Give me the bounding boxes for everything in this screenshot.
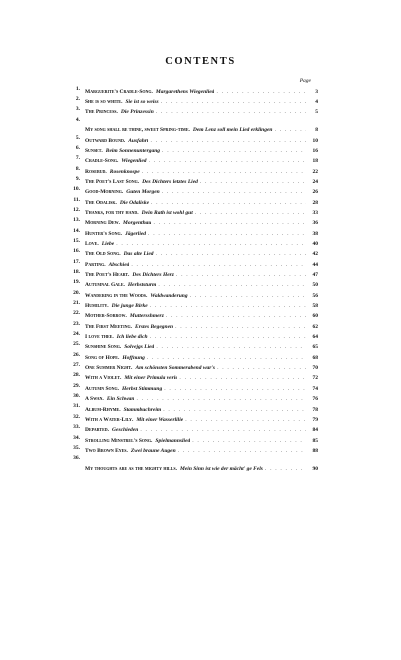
entry-page-number: 4 [315, 98, 318, 105]
entry-german-title: Wiegenlied [121, 158, 147, 165]
entry-number: 35. [73, 444, 80, 451]
page-title: CONTENTS [165, 56, 236, 67]
entry-german-title: Ein Schwan [106, 396, 135, 403]
entry-number: 31. [73, 403, 80, 410]
dot-leader [149, 158, 306, 165]
dot-leader [153, 220, 306, 227]
entry-german-title: Die junge Birke [111, 303, 148, 310]
entry-german-title: Herbststurm [127, 282, 157, 289]
toc-entry [63, 362, 318, 372]
entry-german-title: Margarethens Wiegenlied [155, 88, 215, 95]
entry-number: 22. [73, 310, 80, 317]
entry-page-number: 60 [312, 313, 318, 320]
entry-text [85, 158, 147, 165]
entry-number: 12. [73, 206, 80, 213]
entry-german-title: Erstes Begegnen [135, 323, 174, 330]
entry-text [85, 109, 154, 116]
entry-body [85, 117, 318, 135]
dot-leader [163, 407, 306, 414]
dot-leader [195, 210, 306, 217]
dot-leader [265, 466, 306, 473]
entry-page-number: 68 [312, 354, 318, 361]
entry-page-number: 22 [312, 168, 318, 175]
entry-title: Humility. [85, 303, 109, 310]
entry-text [85, 386, 162, 393]
entry-title: One Summer Night. [85, 365, 133, 372]
entry-german-title: Jägerlied [124, 230, 147, 237]
entry-text [85, 344, 154, 351]
entry-number: 3. [75, 106, 80, 113]
entry-body [85, 155, 318, 165]
entry-body [85, 279, 318, 289]
entry-number: 8. [75, 165, 80, 172]
entry-text [85, 293, 188, 300]
toc-entry [63, 352, 318, 362]
entry-body [85, 217, 318, 227]
dot-leader [162, 148, 306, 155]
entry-text [85, 427, 138, 434]
dot-leader [131, 262, 306, 269]
entry-body [85, 424, 318, 434]
entry-number: 7. [75, 155, 80, 162]
entry-number: 32. [73, 413, 80, 420]
entry-text [85, 466, 263, 473]
entry-number: 10. [73, 186, 80, 193]
dot-leader [142, 169, 306, 176]
entry-title: Album-Rhyme. [85, 406, 121, 413]
entry-german-title: Muttersshmerz [129, 313, 164, 320]
entry-page-number: 33 [312, 209, 318, 216]
toc-entry [63, 321, 318, 331]
toc-entry [63, 238, 318, 248]
entry-title: Sunset. [85, 147, 103, 154]
entry-page-number: 56 [312, 292, 318, 299]
entry-title: Autumn Song. [85, 385, 120, 392]
toc-entry [63, 248, 318, 258]
entry-body [85, 331, 318, 341]
entry-german-title: Spielmannslied [155, 437, 191, 444]
entry-page-number: 74 [312, 385, 318, 392]
entry-page-number: 65 [312, 344, 318, 351]
entry-page-number: 76 [312, 396, 318, 403]
entry-body [85, 300, 318, 310]
entry-number: 5. [75, 134, 80, 141]
toc-entry [63, 117, 318, 135]
entry-title: Rosebud. [85, 168, 107, 175]
entry-text [85, 448, 176, 455]
entry-body [85, 145, 318, 155]
entry-body [85, 248, 318, 258]
toc-entry [63, 435, 318, 445]
entry-body [85, 96, 318, 106]
entry-page-number: 64 [312, 334, 318, 341]
entry-body [85, 197, 318, 207]
entry-text [85, 200, 149, 207]
entry-title: Outward Bound. [85, 137, 126, 144]
dot-leader [147, 355, 306, 362]
toc-entry [63, 166, 318, 176]
entry-page-number: 10 [312, 137, 318, 144]
entry-title: The Poet's Heart. [85, 272, 130, 279]
toc-entry [63, 403, 318, 413]
dot-leader [116, 241, 306, 248]
entry-title: Mother-Sorrow. [85, 313, 127, 320]
entry-text [85, 272, 174, 279]
toc-entry [63, 217, 318, 227]
entry-page-number: 90 [312, 465, 318, 472]
dot-leader [156, 109, 306, 116]
contents-list [63, 86, 318, 474]
dot-leader [217, 365, 306, 372]
toc-entry [63, 445, 318, 455]
entry-title: Good-Morning. [85, 189, 124, 196]
dot-leader [176, 272, 306, 279]
entry-text [85, 231, 146, 238]
entry-german-title: Dem Lenz soll mein Lied erklingen [192, 127, 273, 134]
toc-entry [63, 341, 318, 351]
entry-text [85, 220, 151, 227]
dot-leader [158, 282, 306, 289]
entry-page-number: 24 [312, 178, 318, 185]
entry-german-title: Herbst Stimmung [122, 385, 163, 392]
toc-entry [63, 393, 318, 403]
entry-german-title: Zwei braune Augen [130, 447, 176, 454]
toc-entry [63, 155, 318, 165]
entry-number: 13. [73, 217, 80, 224]
entry-number: 28. [73, 372, 80, 379]
entry-number: 2. [75, 95, 80, 102]
entry-number: 29. [73, 382, 80, 389]
entry-number: 15. [73, 237, 80, 244]
toc-entry [63, 414, 318, 424]
toc-entry [63, 186, 318, 196]
toc-entry [63, 372, 318, 382]
entry-body [85, 86, 318, 96]
entry-german-title: Ich liebe dich [116, 334, 148, 341]
entry-title: Hunter's Song. [85, 230, 122, 237]
toc-entry [63, 228, 318, 238]
toc-entry [63, 383, 318, 393]
toc-entry [63, 279, 318, 289]
entry-number: 4. [75, 116, 80, 123]
entry-german-title: Waldwanderung [150, 292, 188, 299]
entry-page-number: 84 [312, 427, 318, 434]
toc-entry [63, 145, 318, 155]
entry-title: I love thee. [85, 334, 114, 341]
entry-text [85, 324, 173, 331]
entry-page-number: 8 [315, 127, 318, 134]
entry-page-number: 5 [315, 109, 318, 116]
entry-german-title: Solvejgs Lied [124, 344, 155, 351]
entry-page-number: 28 [312, 199, 318, 206]
dot-leader [178, 448, 306, 455]
dot-leader [156, 251, 306, 258]
entry-body [85, 352, 318, 362]
entry-text [85, 282, 156, 289]
entry-page-number: 16 [312, 147, 318, 154]
dot-leader [151, 200, 306, 207]
entry-body [85, 455, 318, 473]
entry-body [85, 269, 318, 279]
dot-leader [150, 138, 306, 145]
entry-text [85, 396, 134, 403]
dot-leader [192, 438, 306, 445]
entry-german-title: Liebe [101, 241, 115, 248]
toc-entry [63, 96, 318, 106]
entry-german-title: Des Dichters Herz [132, 272, 174, 279]
entry-number: 24. [73, 331, 80, 338]
entry-german-title: Beim Sonnenuntergang [105, 147, 161, 154]
entry-page-number: 18 [312, 158, 318, 165]
entry-german-title: Dein Rath ist wohl gut [141, 209, 193, 216]
entry-number: 16. [73, 248, 80, 255]
entry-number: 34. [73, 434, 80, 441]
entry-page-number: 38 [312, 230, 318, 237]
entry-title: Two Brown Eyes. [85, 447, 128, 454]
dot-leader [164, 386, 306, 393]
entry-title: With a Violet. [85, 375, 122, 382]
entry-text [85, 375, 177, 382]
entry-text [85, 179, 198, 186]
entry-title: The Poet's Last Song. [85, 178, 140, 185]
entry-text [85, 189, 160, 196]
toc-entry [63, 269, 318, 279]
entry-title: A Swan. [85, 396, 104, 403]
entry-title: Parting. [85, 261, 106, 268]
entry-text [85, 303, 148, 310]
entry-body [85, 372, 318, 382]
entry-text [85, 169, 140, 176]
toc-entry [63, 331, 318, 341]
dot-leader [140, 427, 306, 434]
entry-title: Marguerite's Cradle-Song. [85, 88, 153, 95]
entry-german-title: Geschieden [112, 427, 139, 434]
entry-german-title: Die Prinzessin [120, 109, 154, 116]
dot-leader [190, 293, 306, 300]
entry-title: My song shall be thine, sweet Spring-time. [85, 127, 190, 134]
toc-entry [63, 176, 318, 186]
entry-body [85, 259, 318, 269]
entry-page-number: 79 [312, 416, 318, 423]
dot-leader [148, 231, 306, 238]
entry-page-number: 50 [312, 282, 318, 289]
toc-entry [63, 135, 318, 145]
entry-number: 9. [75, 175, 80, 182]
dot-leader [185, 417, 306, 424]
entry-german-title: Mein Sinn ist wie der mächt' ge Fels [179, 465, 263, 472]
entry-body [85, 106, 318, 116]
entry-body [85, 166, 318, 176]
entry-page-number: 62 [312, 323, 318, 330]
entry-text [85, 365, 215, 372]
entry-text [85, 417, 183, 424]
entry-german-title: Das alte Lied [123, 251, 154, 258]
entry-body [85, 186, 318, 196]
dot-leader [179, 375, 306, 382]
toc-entry [63, 207, 318, 217]
entry-body [85, 310, 318, 320]
entry-body [85, 176, 318, 186]
dot-leader [161, 99, 306, 106]
entry-title: Song of Hope. [85, 354, 120, 361]
entry-text [85, 210, 193, 217]
dot-leader [150, 334, 306, 341]
entry-number: 27. [73, 362, 80, 369]
entry-page-number: 3 [315, 88, 318, 95]
entry-body [85, 383, 318, 393]
dot-leader [166, 313, 306, 320]
entry-body [85, 393, 318, 403]
entry-text [85, 313, 164, 320]
toc-entry [63, 259, 318, 269]
entry-body [85, 228, 318, 238]
dot-leader [136, 396, 306, 403]
entry-page-number: 78 [312, 406, 318, 413]
entry-title: The Princess. [85, 109, 118, 116]
entry-body [85, 238, 318, 248]
entry-title: Thanks, for thy hand. [85, 209, 139, 216]
entry-german-title: Des Dichters letztes Lied [142, 178, 198, 185]
entry-body [85, 445, 318, 455]
entry-title: Strolling Minstrel's Song. [85, 437, 153, 444]
entry-number: 25. [73, 341, 80, 348]
toc-entry [63, 106, 318, 116]
entry-number: 36. [73, 455, 80, 462]
entry-body [85, 321, 318, 331]
entry-title: Autumnal Gale. [85, 282, 125, 289]
entry-body [85, 414, 318, 424]
entry-german-title: Ausfahrt [128, 137, 149, 144]
toc-entry [63, 86, 318, 96]
entry-title: The Old Song. [85, 251, 121, 258]
entry-number: 23. [73, 320, 80, 327]
entry-number: 21. [73, 300, 80, 307]
toc-entry [63, 455, 318, 473]
entry-german-title: Guten Morgen [126, 189, 160, 196]
dot-leader [200, 179, 306, 186]
entry-number: 6. [75, 144, 80, 151]
entry-title: Morning Dew. [85, 220, 121, 227]
entry-german-title: Abschied [108, 261, 130, 268]
entry-number: 1. [75, 85, 80, 92]
toc-entry [63, 424, 318, 434]
entry-number: 30. [73, 393, 80, 400]
entry-text [85, 438, 190, 445]
entry-body [85, 403, 318, 413]
entry-number: 19. [73, 279, 80, 286]
entry-text [85, 138, 148, 145]
entry-text [85, 334, 148, 341]
entry-number: 26. [73, 351, 80, 358]
entry-german-title: Mit einer Wasserlilie [136, 416, 184, 423]
entry-page-number: 72 [312, 375, 318, 382]
entry-text [85, 148, 160, 155]
entry-page-number: 70 [312, 365, 318, 372]
dot-leader [162, 189, 306, 196]
entry-german-title: Stammbuchreim [123, 406, 162, 413]
entry-german-title: Mit einer Primula veris [124, 375, 178, 382]
entry-page-number: 88 [312, 447, 318, 454]
entry-title: The Odalisk. [85, 199, 117, 206]
entry-text [85, 251, 154, 258]
entry-body [85, 435, 318, 445]
entry-page-number: 47 [312, 272, 318, 279]
entry-page-number: 40 [312, 241, 318, 248]
entry-text [85, 99, 159, 106]
entry-page-number: 42 [312, 251, 318, 258]
entry-german-title: Die Odaliske [119, 199, 150, 206]
entry-german-title: Sie ist so weiss [125, 98, 159, 105]
entry-title: Love. [85, 241, 99, 248]
entry-title: With a Water-Lily. [85, 416, 134, 423]
entry-german-title: Am schönsten Sommerabend war's [135, 365, 216, 372]
entry-page-number: 85 [312, 437, 318, 444]
entry-number: 11. [73, 196, 80, 203]
toc-entry [63, 290, 318, 300]
entry-title: My thoughts are as the mighty hills. [85, 465, 177, 472]
entry-page-number: 36 [312, 220, 318, 227]
entry-text [85, 355, 145, 362]
entry-body [85, 341, 318, 351]
entry-german-title: Morgenthau [123, 220, 152, 227]
entry-number: 14. [73, 227, 80, 234]
entry-german-title: Hoffnung [122, 354, 145, 361]
entry-text [85, 89, 214, 96]
entry-text [85, 407, 161, 414]
dot-leader [275, 127, 307, 134]
dot-leader [175, 324, 306, 331]
entry-number: 18. [73, 269, 80, 275]
entry-german-title: Rosenknospe [109, 168, 140, 175]
entry-text [85, 127, 273, 134]
dot-leader [216, 89, 306, 96]
entry-title: Cradle-Song. [85, 158, 119, 165]
entry-body [85, 207, 318, 217]
page-column-label: Page [299, 78, 311, 84]
dot-leader [156, 344, 306, 351]
entry-title: Departed. [85, 427, 110, 434]
entry-title: Wandering in the Woods. [85, 292, 148, 299]
entry-title: She is so white. [85, 98, 123, 105]
entry-page-number: 44 [312, 261, 318, 268]
entry-title: Sunshine Song. [85, 344, 122, 351]
entry-body [85, 290, 318, 300]
toc-entry [63, 310, 318, 320]
entry-title: The First Meeting. [85, 323, 133, 330]
entry-text [85, 262, 129, 269]
entry-text [85, 241, 114, 248]
dot-leader [150, 303, 306, 310]
entry-page-number: 26 [312, 189, 318, 196]
entry-body [85, 135, 318, 145]
entry-body [85, 362, 318, 372]
entry-page-number: 58 [312, 303, 318, 310]
entry-number: 33. [73, 424, 80, 431]
toc-entry [63, 197, 318, 207]
toc-entry [63, 300, 318, 310]
entry-number: 17. [73, 258, 80, 265]
entry-number: 20. [73, 289, 80, 296]
